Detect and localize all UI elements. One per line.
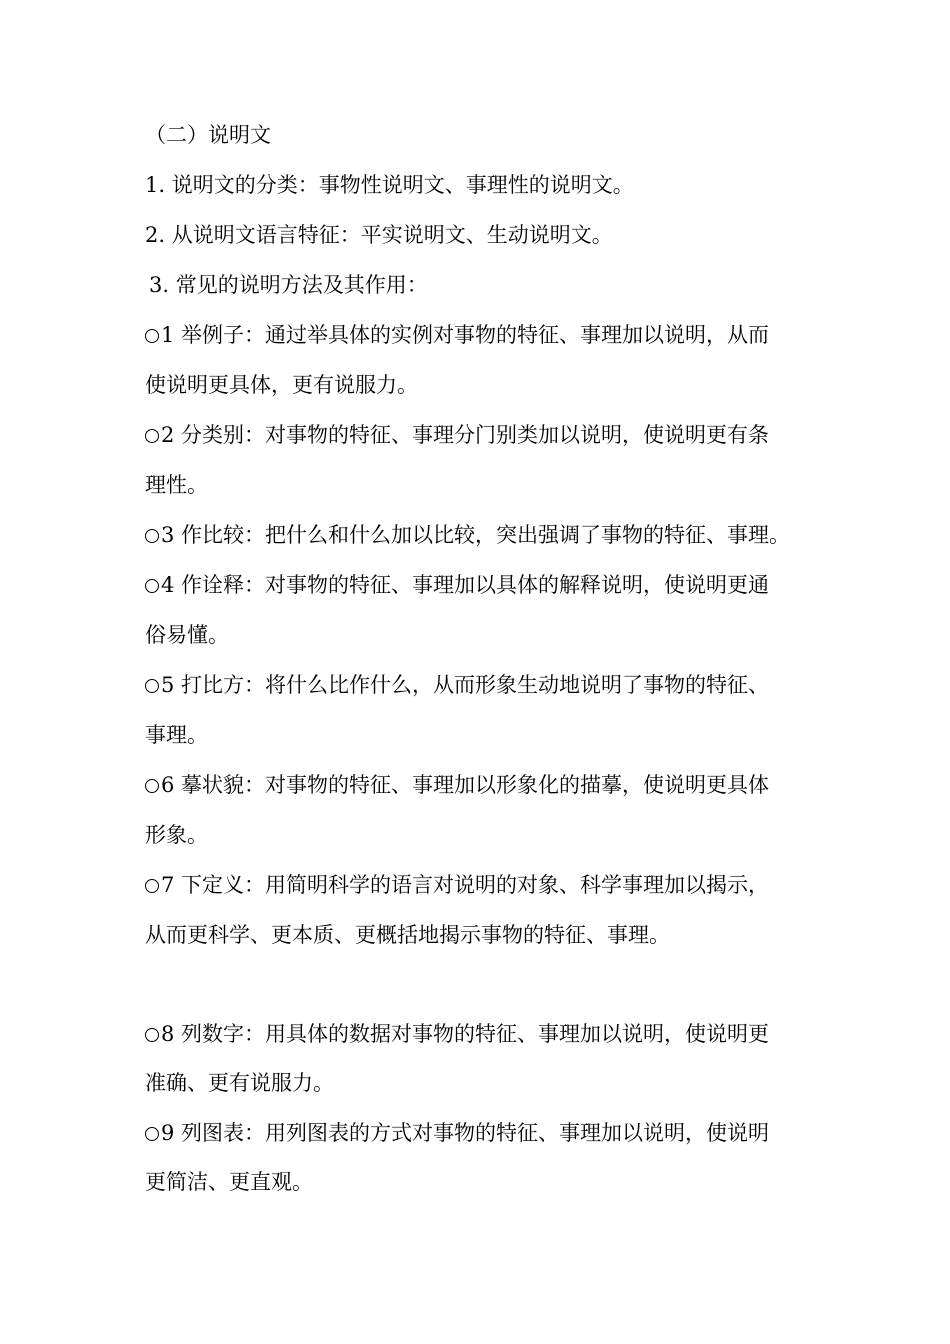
- item-2: 2. 从说明文语言特征：平实说明文、生动说明文。: [145, 223, 613, 247]
- method-4-line2: 俗易懂。: [145, 623, 229, 647]
- method-7-text: 7 下定义：用简明科学的语言对说明的对象、科学事理加以揭示，: [161, 873, 770, 897]
- method-1-line2: 使说明更具体，更有说服力。: [145, 373, 418, 397]
- method-5-line2: 事理。: [145, 723, 208, 747]
- method-6-line1: [145, 772, 815, 798]
- method-4-line1: [145, 572, 815, 598]
- method-1-text: 1 举例子：通过举具体的实例对事物的特征、事理加以说明，从而: [161, 323, 770, 347]
- section-title: （二）说明文: [145, 123, 271, 147]
- circle-bullet-icon: [145, 679, 159, 693]
- method-2-line1: [145, 422, 815, 448]
- method-3-text: 3 作比较：把什么和什么加以比较，突出强调了事物的特征、事理。: [161, 523, 791, 547]
- method-2-text: 2 分类别：对事物的特征、事理分门别类加以说明，使说明更有条: [161, 423, 770, 447]
- method-8-line2: 准确、更有说服力。: [145, 1071, 334, 1095]
- method-4-text: 4 作诠释：对事物的特征、事理加以具体的解释说明，使说明更通: [161, 573, 770, 597]
- item-1: 1. 说明文的分类：事物性说明文、事理性的说明文。: [145, 173, 634, 197]
- circle-bullet-icon: [145, 429, 159, 443]
- method-8-line1: [145, 1021, 815, 1047]
- method-6-text: 6 摹状貌：对事物的特征、事理加以形象化的描摹，使说明更具体: [161, 773, 770, 797]
- circle-bullet-icon: [145, 1028, 159, 1042]
- circle-bullet-icon: [145, 329, 159, 343]
- circle-bullet-icon: [145, 779, 159, 793]
- method-7-line2: 从而更科学、更本质、更概括地揭示事物的特征、事理。: [145, 923, 670, 947]
- circle-bullet-icon: [145, 529, 159, 543]
- method-2-line2: 理性。: [145, 473, 208, 497]
- method-3-line1: [145, 522, 815, 548]
- method-5-text: 5 打比方：将什么比作什么，从而形象生动地说明了事物的特征、: [161, 673, 770, 697]
- circle-bullet-icon: [145, 879, 159, 893]
- method-8-text: 8 列数字：用具体的数据对事物的特征、事理加以说明，使说明更: [161, 1022, 770, 1046]
- method-6-line2: 形象。: [145, 823, 208, 847]
- circle-bullet-icon: [145, 579, 159, 593]
- method-9-line2: 更简洁、更直观。: [145, 1170, 313, 1194]
- method-9-text: 9 列图表：用列图表的方式对事物的特征、事理加以说明，使说明: [161, 1121, 770, 1145]
- item-3: 3. 常见的说明方法及其作用：: [149, 273, 428, 297]
- circle-bullet-icon: [145, 1127, 159, 1141]
- method-1-line1: [145, 322, 815, 348]
- method-7-line1: [145, 872, 815, 898]
- method-9-line1: [145, 1120, 815, 1146]
- method-5-line1: [145, 672, 815, 698]
